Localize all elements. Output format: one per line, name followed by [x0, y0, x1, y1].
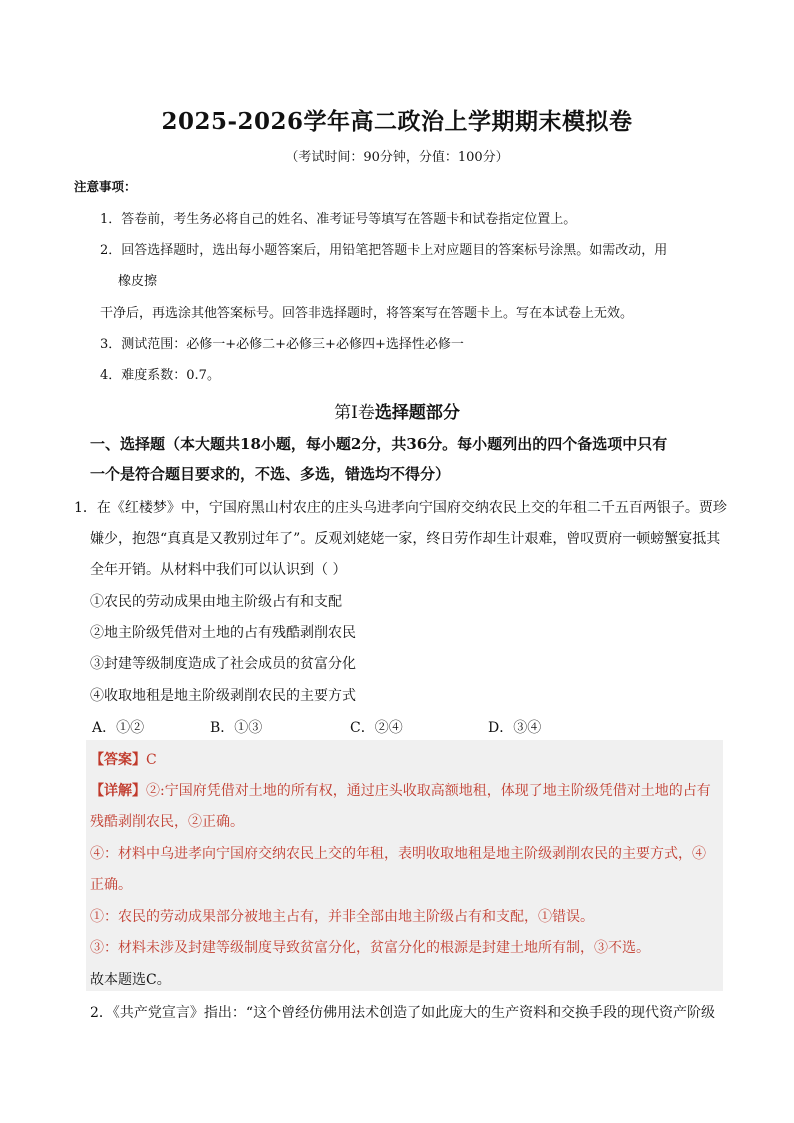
part-heading-line-1: 一、选择题（本大题共18小题，每小题2分，共36分。每小题列出的四个备选项中只有	[90, 435, 668, 453]
conclusion-value: C。	[146, 972, 171, 988]
question-1-option-4: ④收取地租是地主阶级剥削农民的主要方式	[90, 688, 356, 704]
detail-line-1	[90, 780, 711, 800]
question-1-option-1: ①农民的劳动成果由地主阶级占有和支配	[90, 594, 342, 610]
choice-c: C．②④	[350, 720, 403, 736]
part-heading-line-2: 一个是符合题目要求的，不选、多选，错选均不得分）	[90, 465, 451, 483]
section-title	[0, 398, 794, 423]
question-1-line-1: 1．在《红楼梦》中，宁国府黑山村农庄的庄头乌进孝向宁国府交纳农民上交的年租二千五百两银子。贾珍	[74, 500, 727, 516]
exam-title: 2025-2026学年高二政治上学期期末模拟卷	[161, 108, 633, 135]
detail-line-5: ①：农民的劳动成果部分被地主占有，并非全部由地主阶级占有和支配，①错误。	[90, 909, 594, 925]
notice-item-1: 1．答卷前，考生务必将自己的姓名、准考证号等填写在答题卡和试卷指定位置上。	[100, 212, 577, 227]
choice-b: B．①③	[210, 720, 263, 736]
question-1-option-3: ③封建等级制度造成了社会成员的贫富分化	[90, 656, 356, 672]
notice-heading: 注意事项：	[74, 179, 137, 194]
question-2-line-1: 2．《共产党宣言》指出：“这个曾经仿佛用法术创造了如此庞大的生产资料和交换手段的现代资产阶级	[90, 1005, 716, 1021]
section-prefix: 第Ⅰ卷	[334, 403, 375, 423]
detail-line-3: ④：材料中乌进孝向宁国府交纳农民上交的年租，表明收取地租是地主阶级剥削农民的主要方式，④	[90, 846, 706, 862]
notice-item-2-cont: 橡皮擦	[118, 274, 158, 289]
answer-value: C	[146, 752, 157, 768]
detail-line-6: ③：材料未涉及封建等级制度导致贫富分化，贫富分化的根源是封建土地所有制，③不选。	[90, 940, 650, 956]
notice-item-3: 3．测试范围：必修一+必修二+必修三+必修四+选择性必修一	[100, 337, 464, 352]
answer-line	[90, 749, 157, 769]
detail-line-2: 残酷剥削农民，②正确。	[90, 814, 244, 830]
choice-d: D．③④	[488, 720, 542, 736]
detail-line-4: 正确。	[90, 877, 132, 893]
question-1-line-2: 嫌少，抱怨“真真是又教别过年了”。反观刘姥姥一家，终日劳作却生计艰难，曾叹贾府一顿螃蟹宴抵其	[90, 531, 721, 547]
conclusion-line	[90, 969, 171, 989]
detail-label: 【详解】	[90, 783, 146, 799]
choice-a: A．①②	[92, 720, 145, 736]
question-1-line-3: 全年开销。从材料中我们可以认识到（ ）	[90, 562, 347, 578]
question-1-option-2: ②地主阶级凭借对土地的占有残酷剥削农民	[90, 625, 356, 641]
answer-label: 【答案】	[90, 752, 146, 768]
notice-item-2-cont2: 干净后，再选涂其他答案标号。回答非选择题时，将答案写在答题卡上。写在本试卷上无效。	[100, 306, 634, 321]
notice-item-4: 4．难度系数：0.7。	[100, 368, 220, 383]
exam-subtitle: （考试时间：90分钟，分值：100分）	[285, 150, 509, 165]
notice-item-2: 2．回答选择题时，选出每小题答案后，用铅笔把答题卡上对应题目的答案标号涂黑。如需改动，用	[100, 243, 668, 258]
conclusion-prefix: 故本题选	[90, 972, 146, 988]
section-bold: 选择题部分	[374, 403, 460, 423]
detail-text-1: ②:宁国府凭借对土地的所有权，通过庄头收取高额地租，体现了地主阶级凭借对土地的占有	[146, 783, 711, 799]
